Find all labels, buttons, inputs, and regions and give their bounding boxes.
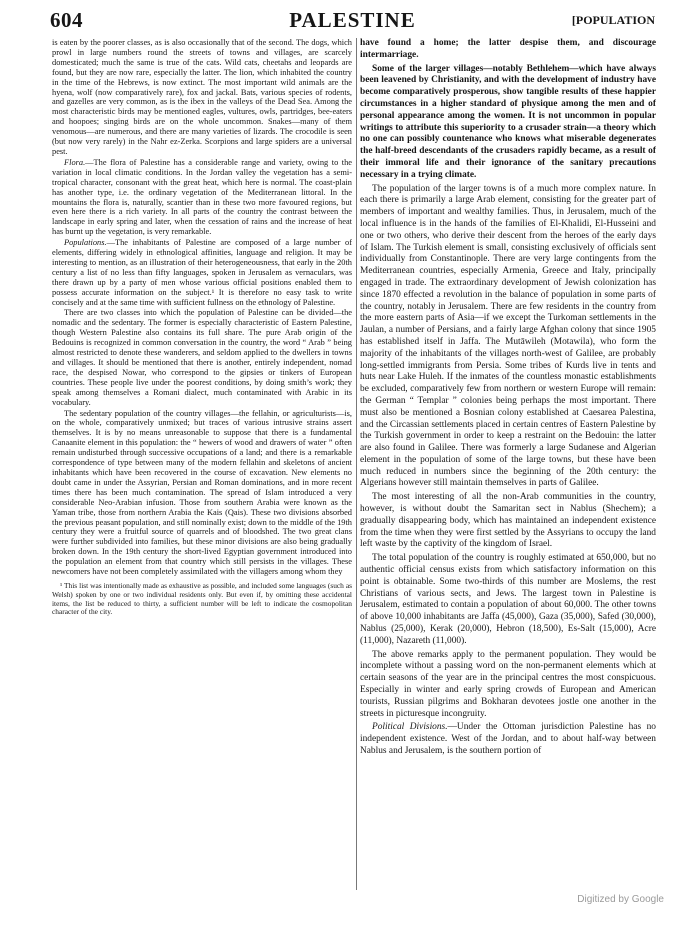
footnotes [52,582,352,617]
paragraph: The most interesting of all the non-Arab communities in the country, however, is without doubt the Samaritan sect in Nablus (Shechem); a gradually disappearing body, which has maintained an independent existence from the time when they were first settled by the Assyrians to occupy the land left waste by the captivity of the kingdom of Israel. [360,492,656,550]
paragraph: have found a home; the latter despise them, and discourage intermarriage. [360,38,656,60]
paragraph: The above remarks apply to the permanent population. They would be incomplete without a passing word on the non-permanent elements which at certain seasons of the year are in the principal centres the most conspicuous. Especially in winter and early spring crowds of European and American tourists, Russian pilgrims and Bokharan devotees jostle one another in the streets in picturesque incongruity. [360,649,656,719]
paragraph-heading: Populations. [64,238,107,248]
section-label: [POPULATION [571,13,655,27]
running-title: PALESTINE [289,8,416,32]
paragraph: The total population of the country is roughly estimated at 650,000, but no authentic official census exists from which satisfactory information on this point is obtainable. Some two-thirds of this number are Moslems, the rest Christians of various sects, and Jews. The largest town in Palestine is Jerusalem, estimated to contain a population of about 60,000. The other towns of above 10,000 inhabitants are Jaffa (45,000), Gaza (35,000), Safed (30,000), Nablus (25,000), Kerak (20,000), Hebron (18,500), Es-Salt (15,000), Acre (11,000), Nazareth (11,000). [360,553,656,646]
right-column [360,38,656,890]
page-number: 604 [50,8,83,32]
paragraph: The sedentary population of the country villages—the fellahin, or agriculturists—is, on the whole, comparatively unmixed; but traces of various intrusive strains assert themselves. It is by no means unreasonable to suppose that there is a fundamental Canaanite element in this population: the “ hewers of wood and drawers of water ” often remain undisturbed through successive occupations of a land; and there is a remarkable correspondence of type between many of the modern fellahin and skeletons of ancient inhabitants which have been recovered in the course of excavation. New elements no doubt came in under the Assyrian, Persian and Roman dominations, and in more recent times there has been much contamination. The spread of Islam introduced a very considerable Neo-Arabian infusion. Those from southern Arabia were known as the Yaman tribe, those from northern Arabia the Kais (Qais). These two divisions absorbed the previous peasant population, and still nominally exist; down to the middle of the 19th century they were a fruitful source of quarrels and of bloodshed. The two great clans were further subdivided into families, but these minor divisions are also being gradually broken down. In the 19th century the short-lived Egyptian government introduced into the population an element from that country which still persists in the villages. These newcomers have not been completely assimilated with the villagers among whom they [52,408,352,577]
paragraph: Populations.—The inhabitants of Palestine are composed of a large number of elements, differing widely in ethnological affinities, language and religion. It may be interesting to mention, as an illustration of their heterogeneousness, that early in the 20th century a list of no less than fifty languages, spoken in Jerusalem as vernaculars, was there drawn up by a party of men whose various official positions enabled them to possess accurate information on the subject.¹ It is therefore no easy task to write concisely and at the same time with sufficient fullness on the ethnology of Palestine. [52,238,352,307]
footnote: ¹ This list was intentionally made as exhaustive as possible, and included some languages (such as Welsh) spoken by one or two individual residents only. But even if, by omitting these accidental items, the list be reduced to thirty, a sufficient number will be left to indicate the cosmopolitan character of the city. [52,580,352,617]
page-header [50,8,655,42]
paragraph: Flora.—The flora of Palestine has a considerable range and variety, owing to the variation in local climatic conditions. In the Jordan valley the vegetation has a semi-tropical character, consonant with the great heat, which here is normal. The coast-plain has another type, i.e. the ordinary vegetation of the Mediterranean littoral. In the mountains the flora is, naturally, scantier than in these two more favoured regions, but even here there is a rich variety. In all parts of the country the contrast between the landscape in early spring and later, when the cessation of rains and the increase of heat has burnt up the vegetation, is very remarkable. [52,157,352,237]
paragraph: is eaten by the poorer classes, as is also occasionally that of the second. The dogs, which prowl in large numbers round the streets of towns and villages, are scarcely domesticated; much the same is true of the cats. Wild cats, cheetahs and leopards are found, but they are now rare, especially the latter. The lion, which inhabited the country in the time of the Hebrews, is now extinct. The most important wild animals are the hyena, wolf (now comparatively rare), fox and jackal. Bats, various species of rodents, and gazelles are very common, as is the ibex in the valleys of the Dead Sea. Among the most characteristic birds may be mentioned eagles, vultures, owls, partridges, bee-eaters and hoopoes; singing birds are on the whole uncommon. Snakes—many of them venomous—are numerous, and there are many varieties of lizards. The crocodile is seen (but now very rarely) in the Nahr ez-Zerka. Scorpions and large spiders are a universal pest. [52,38,352,156]
digitization-watermark: Digitized by Google [577,894,664,905]
left-column [52,38,352,890]
paragraph: The population of the larger towns is of a much more complex nature. In each there is primarily a large Arab element, consisting for the greater part of members of important and wealthy families. Thus, in Jerusalem, much of the local influence is in the hands of the families of El-Khalidi, El-Husseini and one or two others, who derive their descent from the heroes of the early days of Islam. The Turkish element is small, consisting exclusively of officials sent individually from Constantinople. There are very large contingents from the Mediterranean countries, especially Armenia, Greece and Italy, principally engaged in trade. The extraordinary development of Jewish colonization has since 1870 effected a revolution in the balance of population in some parts of the country, notably in Jerusalem. There are few residents in the country from the more eastern parts of Asia—if we except the Turkoman settlements in the Jaulan, a number of Persians, and a fairly large Afghan colony that since 1905 has established itself in Jaffa. The Mutāwileh (Motawila), who form the majority of the inhabitants of the villages north-west of Galilee, are probably long-settled immigrants from Persia. Some tribes of Kurds live in tents and huts near Lake Huleh. If the inmates of the countless monastic establishments be excluded, comparatively few from northern or western Europe will remain: the German “ Templar ” colonies being perhaps the most important. There must also be mentioned a Bosnian colony established at Caesarea Palestina, and the Circassian settlements placed in certain centres of Eastern Palestine by the Turkish government in order to keep a restraint on the Bedouin: the latter are also found in Galilee. There was formerly a large Sudanese and Algerian element in the population of some of the large towns, but these have been much reduced in numbers since the beginning of the 20th century: the Algerians however still maintain themselves in parts of Galilee. [360,183,656,489]
paragraph-heading: Flora. [64,157,86,167]
paragraph: There are two classes into which the population of Palestine can be divided—the nomadic and the sedentary. The former is especially characteristic of Eastern Palestine, though Western Palestine also contains its full share. The pure Arab origin of the Bedouins is recognized in common conversation in the country, the word “ Arab ” being almost restricted to denote these wanderers, and seldom applied to the dwellers in towns and villages. It should be mentioned that there is another, entirely independent, nomad race, the despised Nowar, who correspond to the gipsies or tinkers of European countries. These people live under the poorest conditions, by doing smith’s work; they speak among themselves a Romani dialect, much contaminated with Arabic in its vocabulary. [52,308,352,407]
paragraph: Political Divisions.—Under the Ottoman jurisdiction Palestine has no independent existence. West of the Jordan, and to about half-way between Nablus and Jerusalem, is the southern portion of [360,722,656,757]
column-divider [356,38,357,890]
paragraph-heading: Political Divisions. [372,722,448,733]
paragraph: Some of the larger villages—notably Bethlehem—which have always been leavened by Christianity, and with the development of industry have become comparatively prosperous, show tangible results of these happier circumstances in a higher standard of physique among the men and of personal appearance among the women. It is not uncommon in popular writings to attribute this superiority to a crusader strain—a theory which no one can possibly countenance who knows what miserable degenerates the half-breed descendants of the crusaders rapidly became, as a result of their immoral life and their ignorance of the sanitary precautions necessary in a trying climate. [360,63,656,180]
